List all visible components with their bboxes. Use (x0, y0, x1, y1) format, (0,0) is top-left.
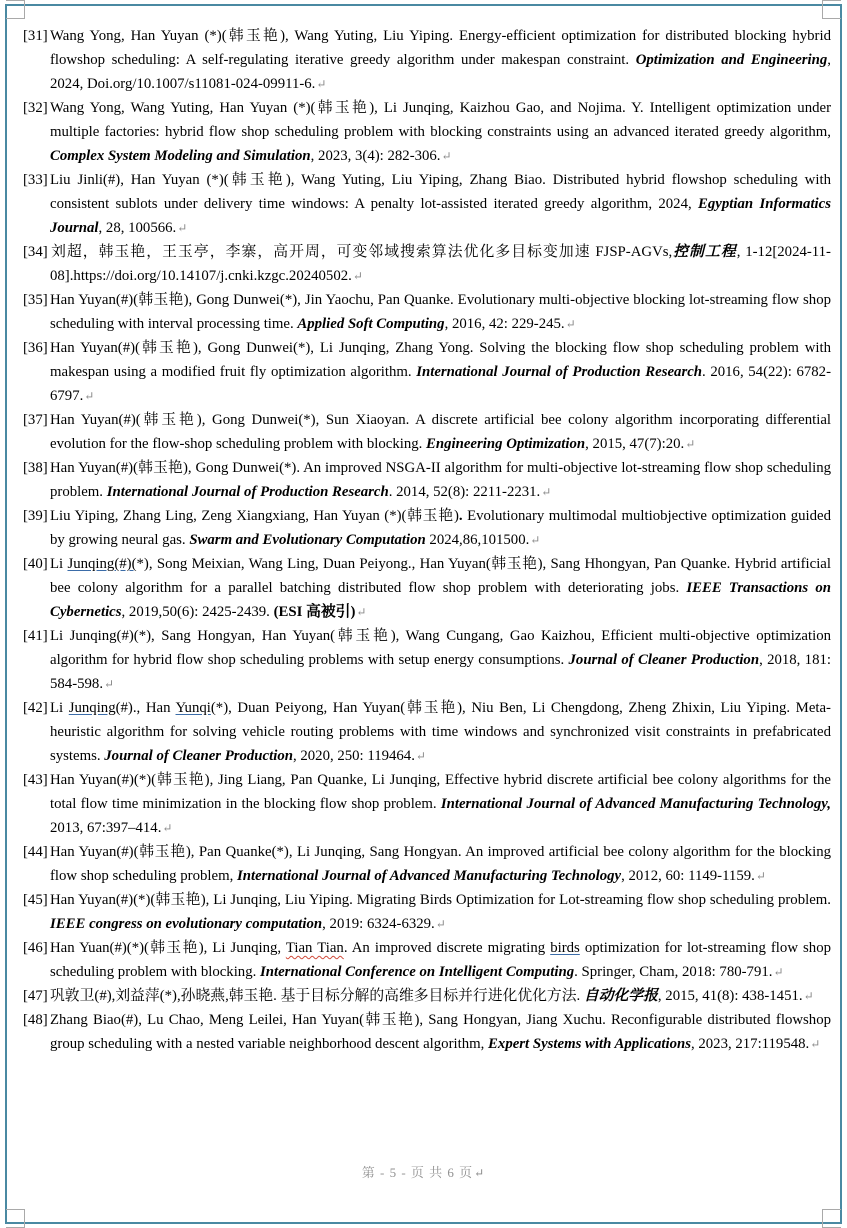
reference-number: [45] (23, 892, 48, 908)
paragraph-mark: ↵ (316, 77, 327, 91)
paragraph-mark: ↵ (803, 989, 814, 1003)
paragraph-mark: ↵ (177, 221, 188, 235)
paragraph-mark: ↵ (356, 605, 367, 619)
reference-text: Zhang Biao(#), Lu Chao, Meng Leilei, Han Yuyan(韩玉艳), Sang Hongyan, Jiang Xuchu. Reconfigurable distributed flowshop group scheduling with a nested variable neighborhood descent algorithm, Expert Systems with Applications, 2023, 217:119548.↵ (50, 1012, 831, 1052)
reference-item (23, 96, 831, 168)
reference-text: Han Yuyan(#)(韩玉艳), Gong Dunwei(*). An improved NSGA-II algorithm for multi-objective lot-streaming flow shop scheduling problem. International Journal of Production Research. 2014, 52(8): 2211-2231.↵ (50, 460, 831, 500)
reference-number: [31] (23, 28, 48, 44)
paragraph-mark: ↵ (415, 749, 426, 763)
reference-number: [47] (23, 988, 48, 1004)
reference-number: [32] (23, 100, 48, 116)
reference-text: Han Yuyan(#)(韩玉艳), Pan Quanke(*), Li Junqing, Sang Hongyan. An improved artificial bee colony algorithm for the blocking flow shop scheduling problem, International Journal of Advanced Manufacturing Technology, 2012, 60: 1149-1159.↵ (50, 844, 831, 884)
reference-number: [38] (23, 460, 48, 476)
reference-text: Han Yuyan(#)(*)(韩玉艳), Jing Liang, Pan Quanke, Li Junqing, Effective hybrid discrete artificial bee colony algorithms for the total flow time minimization in the blocking flow shop problem. International Journal of Advanced Manufacturing Technology, 2013, 67:397–414.↵ (50, 772, 831, 836)
paragraph-mark: ↵ (565, 317, 576, 331)
paragraph-mark: ↵ (104, 677, 115, 691)
paragraph-mark: ↵ (685, 437, 696, 451)
reference-item (23, 168, 831, 240)
crop-mark-top-right (822, 0, 841, 19)
paragraph-mark: ↵ (441, 149, 452, 163)
reference-number: [48] (23, 1012, 48, 1028)
paragraph-mark: ↵ (84, 389, 95, 403)
paragraph-mark: ↵ (474, 1166, 486, 1180)
reference-list (23, 24, 831, 1056)
reference-text: Li Junqing(#)(*), Song Meixian, Wang Ling, Duan Peiyong., Han Yuyan(韩玉艳), Sang Hhongyan, Pan Quanke. Hybrid artificial bee colony algorithm for a parallel batching distributed flow shop problem with deteriorating jobs. IEEE Transactions on Cybernetics, 2019,50(6): 2425-2439. (ESI 高被引)↵ (50, 556, 831, 620)
reference-item (23, 240, 831, 288)
reference-number: [43] (23, 772, 48, 788)
reference-item (23, 336, 831, 408)
paragraph-mark: ↵ (541, 485, 552, 499)
reference-text: 巩敦卫(#),刘益萍(*),孙晓燕,韩玉艳. 基于目标分解的高维多目标并行进化优化方法. 自动化学报, 2015, 41(8): 438-1451.↵ (50, 988, 814, 1004)
reference-text: Liu Jinli(#), Han Yuyan (*)(韩玉艳), Wang Yuting, Liu Yiping, Zhang Biao. Distributed hybrid flowshop scheduling with consistent sublots under delivery time windows: A penalty lot-assisted iterated greedy algorithm, 2024, Egyptian Informatics Journal, 28, 100566.↵ (50, 172, 831, 236)
reference-text: Han Yuyan(#)(韩玉艳), Gong Dunwei(*), Sun Xiaoyan. A discrete artificial bee colony algorithm incorporating differential evolution for the flow-shop scheduling problem with blocking. Engineering Optimization, 2015, 47(7):20.↵ (50, 412, 831, 452)
reference-text: 刘超，韩玉艳，王玉亭，李寨，高开周，可变邻域搜索算法优化多目标变加速 FJSP-AGVs,控制工程, 1-12[2024-11-08].https://doi.org/10.14107/j.cnki.kzgc.20240502.↵ (50, 244, 831, 284)
paragraph-mark: ↵ (755, 869, 766, 883)
paragraph-mark: ↵ (435, 917, 446, 931)
paragraph-mark: ↵ (810, 1037, 821, 1051)
reference-item (23, 552, 831, 624)
reference-text: Han Yuan(#)(*)(韩玉艳), Li Junqing, Tian Tian. An improved discrete migrating birds optimization for lot-streaming flow shop scheduling problem with blocking. International Conference on Intelligent Computing. Springer, Cham, 2018: 780-791.↵ (50, 940, 831, 980)
reference-item (23, 768, 831, 840)
reference-number: [41] (23, 628, 48, 644)
reference-text: Li Junqing(#)., Han Yunqi(*), Duan Peiyong, Han Yuyan(韩玉艳), Niu Ben, Li Chengdong, Zheng Zhixin, Liu Yiping. Meta-heuristic algorithm for solving vehicle routing problems with time windows and synchronized visit constraints in prefabricated systems. Journal of Cleaner Production, 2020, 250: 119464.↵ (50, 700, 831, 764)
reference-number: [37] (23, 412, 48, 428)
reference-item (23, 984, 831, 1008)
reference-text: Han Yuyan(#)(*)(韩玉艳), Li Junqing, Liu Yiping. Migrating Birds Optimization for Lot-streaming flow shop scheduling problem. IEEE congress on evolutionary computation, 2019: 6324-6329.↵ (50, 892, 831, 932)
reference-text: Li Junqing(#)(*), Sang Hongyan, Han Yuyan(韩玉艳), Wang Cungang, Gao Kaizhou, Efficient multi-objective optimization algorithm for hybrid flow shop scheduling problems with setup energy consumptions. Journal of Cleaner Production, 2018, 181: 584-598.↵ (50, 628, 831, 692)
reference-number: [33] (23, 172, 48, 188)
reference-number: [36] (23, 340, 48, 356)
crop-mark-top-left (6, 0, 25, 19)
reference-item (23, 696, 831, 768)
reference-number: [39] (23, 508, 48, 524)
page-number: 第 - 5 - 页 共 6 页 (361, 1165, 474, 1180)
paragraph-mark: ↵ (352, 269, 363, 283)
reference-item (23, 456, 831, 504)
reference-item (23, 840, 831, 888)
page-footer (0, 1162, 847, 1181)
reference-item (23, 888, 831, 936)
paragraph-mark: ↵ (530, 533, 541, 547)
reference-item (23, 936, 831, 984)
reference-item (23, 24, 831, 96)
reference-item (23, 1008, 831, 1056)
reference-number: [46] (23, 940, 48, 956)
reference-item (23, 288, 831, 336)
reference-number: [34] (23, 244, 48, 260)
reference-item (23, 624, 831, 696)
reference-number: [40] (23, 556, 48, 572)
paragraph-mark: ↵ (162, 821, 173, 835)
reference-item (23, 408, 831, 456)
reference-text: Han Yuyan(#)(韩玉艳), Gong Dunwei(*), Li Junqing, Zhang Yong. Solving the blocking flow shop scheduling problem with makespan using a modified fruit fly optimization algorithm. International Journal of Production Research. 2016, 54(22): 6782-6797.↵ (50, 340, 831, 404)
reference-text: Wang Yong, Han Yuyan (*)(韩玉艳), Wang Yuting, Liu Yiping. Energy-efficient optimization for distributed blocking hybrid flowshop scheduling: A self-regulating iterative greedy algorithm under makespan constraint. Optimization and Engineering, 2024, Doi.org/10.1007/s11081-024-09911-6.↵ (50, 28, 831, 92)
reference-number: [42] (23, 700, 48, 716)
reference-text: Wang Yong, Wang Yuting, Han Yuyan (*)(韩玉艳), Li Junqing, Kaizhou Gao, and Nojima. Y. Intelligent optimization under multiple factories: hybrid flow shop scheduling problem with blocking constraints using an advanced iterated greedy algorithm, Complex System Modeling and Simulation, 2023, 3(4): 282-306.↵ (50, 100, 831, 164)
reference-text: Han Yuyan(#)(韩玉艳), Gong Dunwei(*), Jin Yaochu, Pan Quanke. Evolutionary multi-objective blocking lot-streaming flow shop scheduling with interval processing time. Applied Soft Computing, 2016, 42: 229-245.↵ (50, 292, 831, 332)
paragraph-mark: ↵ (773, 965, 784, 979)
crop-mark-bottom-left (6, 1209, 25, 1228)
reference-number: [35] (23, 292, 48, 308)
crop-mark-bottom-right (822, 1209, 841, 1228)
reference-item (23, 504, 831, 552)
reference-text: Liu Yiping, Zhang Ling, Zeng Xiangxiang, Han Yuyan (*)(韩玉艳). Evolutionary multimodal multiobjective optimization guided by growing neural gas. Swarm and Evolutionary Computation 2024,86,101500.↵ (50, 508, 831, 548)
reference-number: [44] (23, 844, 48, 860)
